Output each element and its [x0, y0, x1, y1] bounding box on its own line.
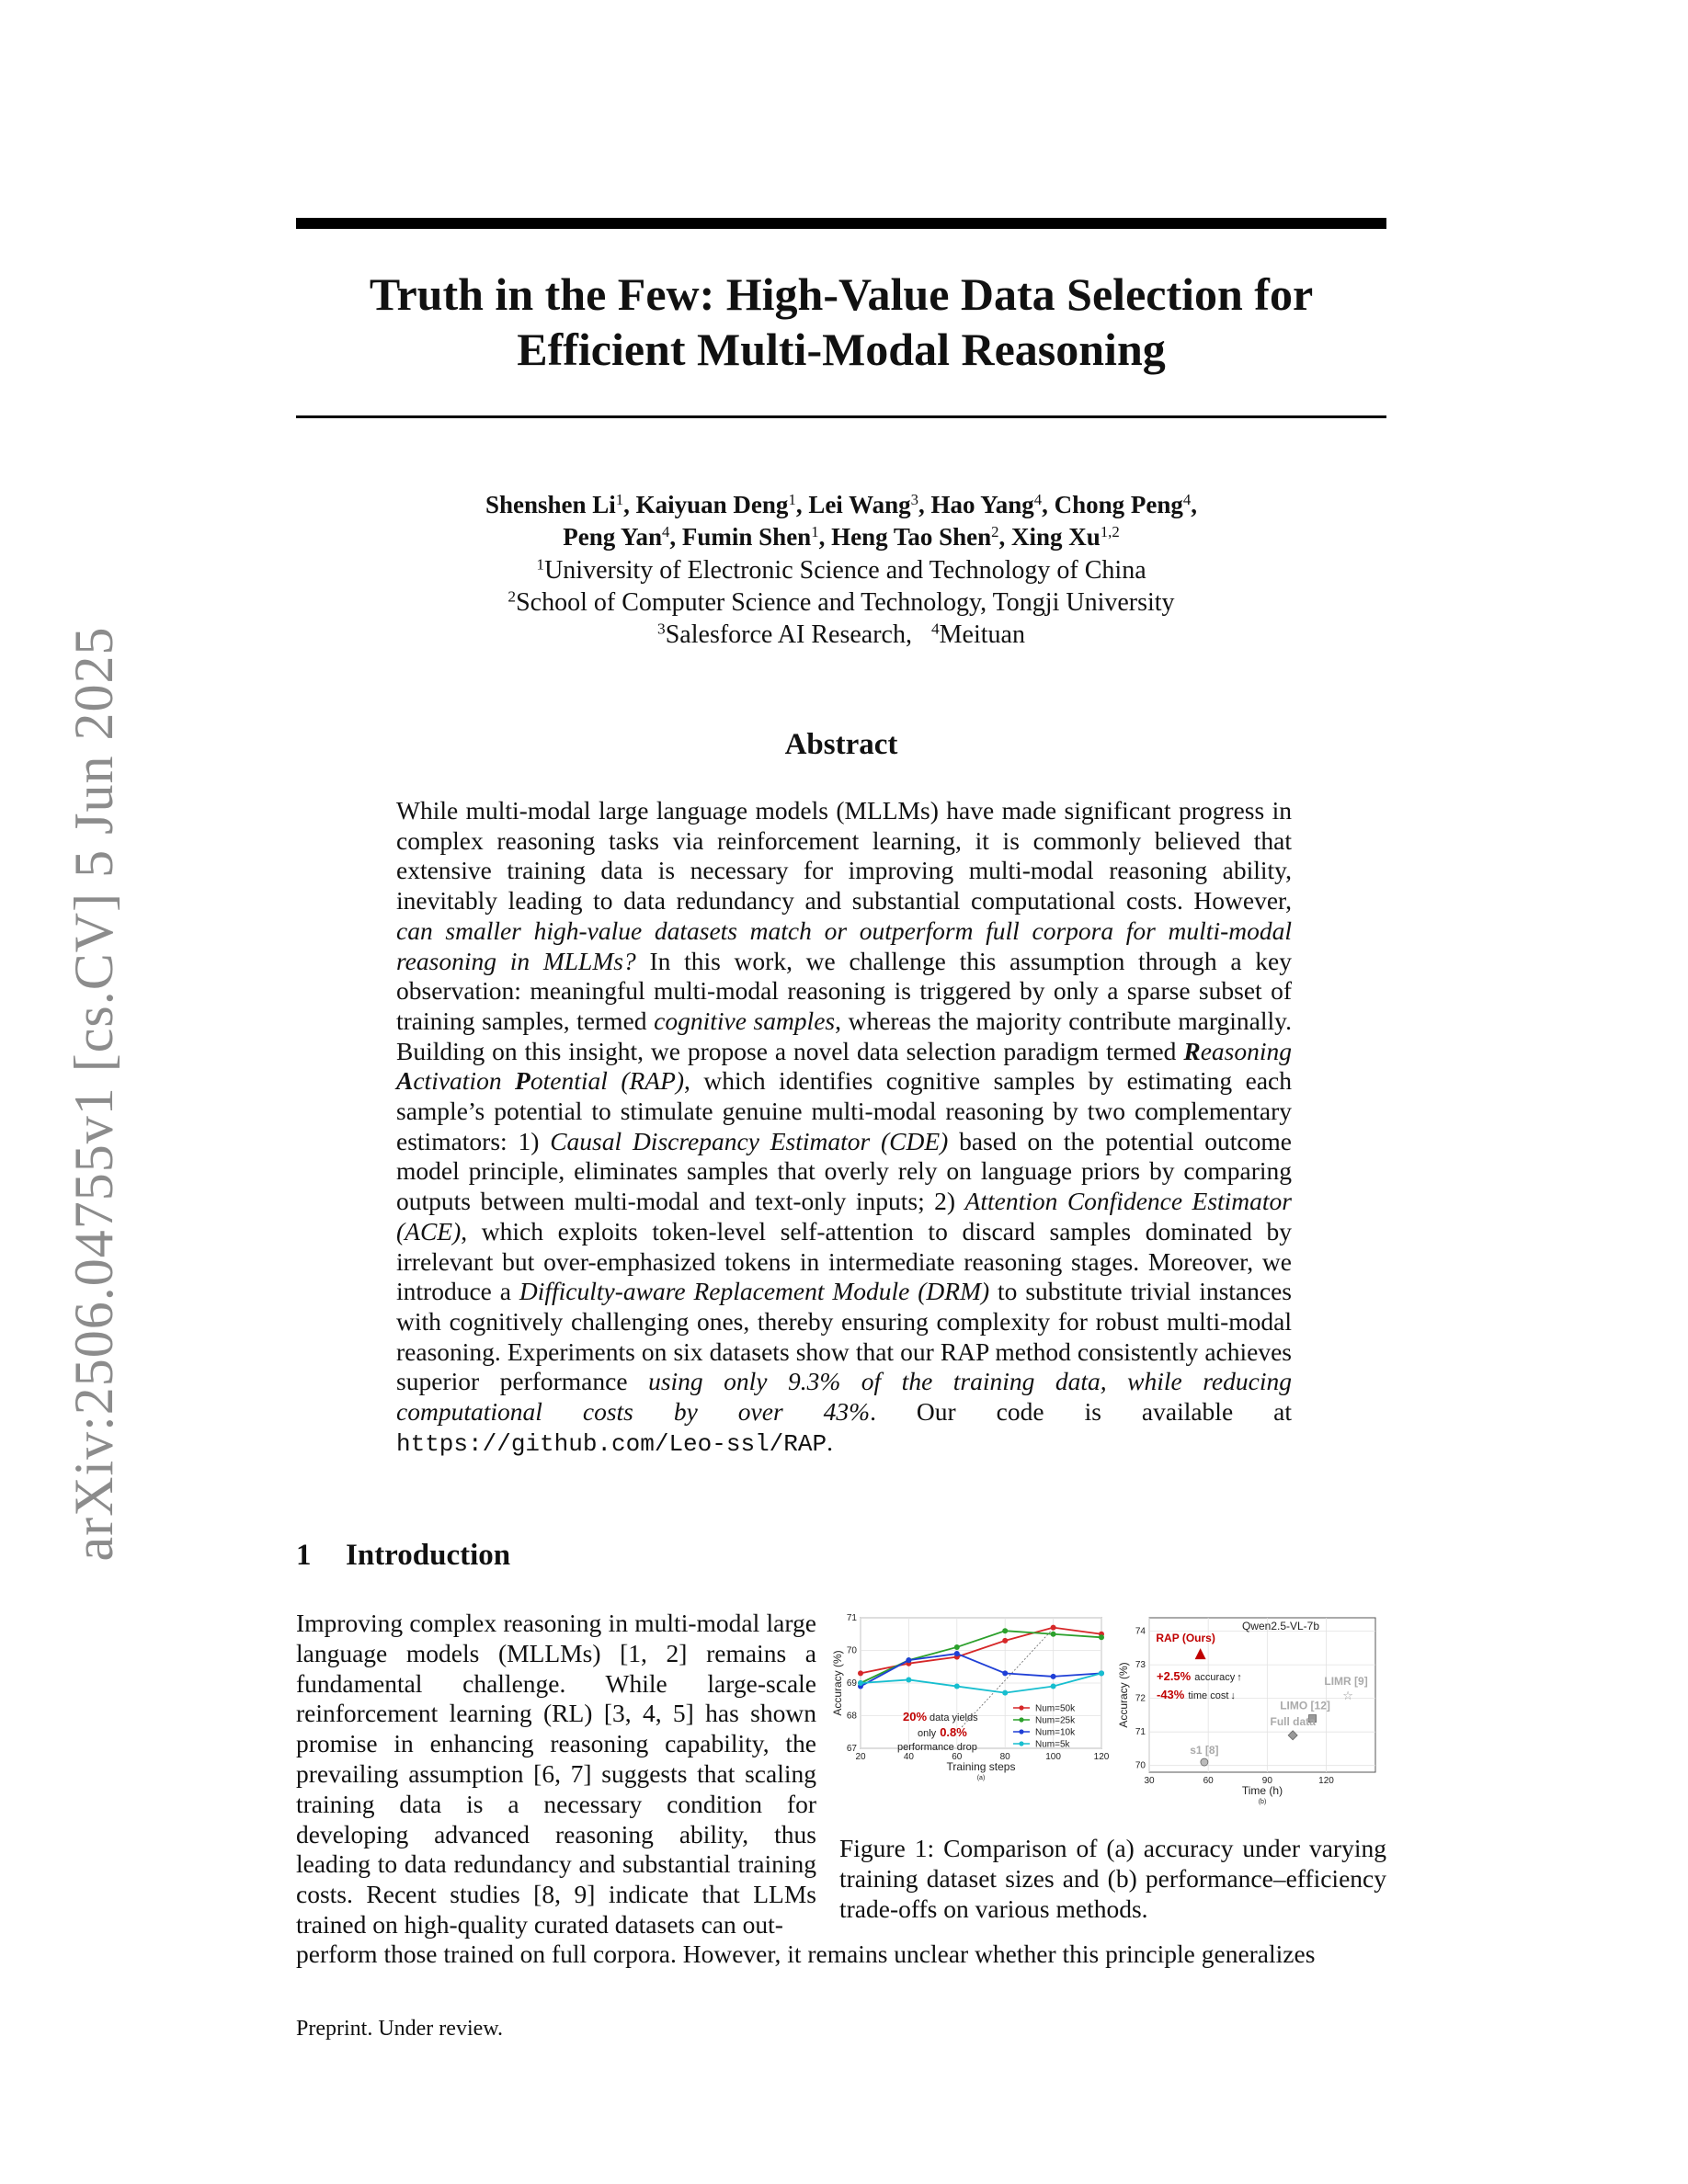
section-title: Introduction [346, 1539, 511, 1572]
author-affiliation-mark: 1 [615, 490, 624, 508]
author-line-2: Peng Yan$^4$, Fumin Shen$^1$, Heng Tao Shen$^2$, Xing Xu$^{1,2}$ [563, 522, 1120, 551]
rap-initial: R [1183, 1036, 1201, 1065]
x-tick-label: 120 [1318, 1776, 1334, 1786]
rap-initial: A [396, 1066, 414, 1096]
data-point [1051, 1625, 1056, 1631]
y-tick-label: 73 [1135, 1660, 1146, 1671]
author-name: Peng Yan [563, 523, 663, 551]
x-tick-label: 60 [1203, 1776, 1214, 1786]
affiliation-number: 3 [657, 620, 666, 638]
star-marker: ☆ [1342, 1689, 1353, 1702]
data-point [1002, 1670, 1008, 1676]
author-name: Fumin Shen [681, 523, 812, 551]
author-affiliation-mark: 3 [910, 490, 918, 508]
point-label: Full data [1270, 1714, 1316, 1728]
legend-label: Num=50k [1035, 1703, 1076, 1714]
abstract-text: While multi-modal large language models (MLLMs) have made significant progress in complex reasoning tasks via reinforcement learning, it is commonly believed that extensive training data is necessary for improving multi-modal reasoning ability, inevitably leading to data redundancy and substantial computational costs. However, [396, 796, 1292, 916]
figure-1 [833, 1610, 1392, 1831]
x-tick-label: 20 [855, 1752, 866, 1762]
abstract-text: , whereas the majority contribute marginally. Building on this insight, we propose a novel data selection paradigm termed [396, 1006, 1293, 1065]
up-arrow: ↑ [1237, 1672, 1242, 1683]
data-point [1002, 1638, 1008, 1644]
paper-title [296, 267, 1386, 377]
abstract-question: can smaller high-value datasets match or outperform full corpora for multi-modal reasoning in MLLMs? [396, 916, 1292, 975]
data-point [1002, 1690, 1008, 1696]
abstract-text: , which exploits token-level self-attention to discard samples dominated by irrelevant but over-emphasized tokens in intermediate reasoning stages. Moreover, we introduce a [396, 1216, 1292, 1306]
affiliation-number: 4 [930, 620, 940, 638]
data-point [954, 1651, 960, 1656]
author-name: Heng Tao Shen [831, 523, 992, 551]
point-label: RAP (Ours) [1156, 1632, 1215, 1645]
title-line-1: Truth in the Few: High-Value Data Selection for [369, 268, 1314, 320]
footer-note: Preprint. Under review. [296, 2017, 504, 2041]
gain-text: accuracy [1194, 1672, 1236, 1683]
ace-term: Attention Confidence Estimator (ACE) [396, 1187, 1293, 1246]
x-tick-label: 80 [999, 1752, 1010, 1762]
cost-annotation [1157, 1688, 1236, 1701]
data-point [858, 1680, 863, 1686]
y-tick-label: 67 [846, 1744, 857, 1754]
legend-swatch-marker [1019, 1741, 1023, 1746]
author-name: Hao Yang [930, 491, 1034, 518]
y-tick-label: 70 [846, 1645, 857, 1656]
figure-1-caption: Figure 1: Comparison of (a) accuracy under varying training dataset sizes and (b) performance–efficiency trade-offs on various methods. [839, 1834, 1386, 1923]
data-point [1002, 1628, 1008, 1633]
affiliation-name: School of Computer Science and Technology, Tongji University [516, 588, 1175, 617]
rap-word: ctivation [413, 1066, 516, 1096]
author-affiliation-mark: 1 [788, 490, 796, 508]
abstract-text: . [827, 1427, 833, 1456]
x-tick-label: 120 [1093, 1752, 1110, 1762]
legend-swatch-marker [1019, 1705, 1023, 1710]
affiliation-line [296, 586, 1386, 619]
y-tick-label: 74 [1135, 1626, 1146, 1637]
intro-paragraph: Improving complex reasoning in multi-modal large language models (MLLMs) [1, 2] remains a fundamental challenge. While large-scale reinforcement learning (RL) [3, 4, 5] has shown promise in enhancing reasoning capability, the prevailing assumption [6, 7] suggests that scaling training data is a necessary condition for developing advanced reasoning ability, thus leading to data redundancy and substantial training costs. Recent studies [8, 9] indicate that LLMs trained on high-quality curated datasets can out- [296, 1609, 816, 1939]
abstract-text: based on the potential outcome model principle, eliminates samples that overly rely on language priors by comparing outputs between multi-modal and text-only inputs; 2) [396, 1126, 1292, 1216]
point-label: s1 [8] [1190, 1744, 1219, 1757]
code-link[interactable]: https://github.com/Leo-ssl/RAP [396, 1429, 827, 1458]
author-name: Chong Peng [1054, 491, 1183, 518]
title-bottom-rule [296, 415, 1386, 418]
y-axis-label: Accuracy (%) [1117, 1662, 1130, 1728]
circle-marker [1201, 1758, 1208, 1766]
abstract-text: . Our code is available at [870, 1397, 1292, 1427]
legend-label: Num=10k [1035, 1727, 1076, 1738]
data-point [1051, 1674, 1056, 1679]
author-name: Shenshen Li [485, 491, 616, 518]
y-tick-label: 71 [846, 1613, 857, 1623]
abstract-text: In this work, we challenge this assumption through a key observation: meaningful multi-modal reasoning is triggered by only a sparse subset of training samples, termed [396, 946, 1292, 1035]
author-name: Lei Wang [808, 491, 911, 518]
abstract-text: , which identifies cognitive samples by estimating each sample’s potential to stimulate genuine multi-modal reasoning by two complementary estimators: 1) [396, 1066, 1292, 1155]
x-tick-label: 30 [1144, 1776, 1155, 1786]
legend-swatch-marker [1019, 1717, 1023, 1722]
arxiv-sidebar-id: arXiv:2506.04755v1 [cs.CV] 5 Jun 2025 [63, 626, 124, 1562]
affiliation-name: University of Electronic Science and Technology of China [544, 556, 1146, 585]
affiliation-name: Meituan [939, 620, 1025, 649]
data-point [1099, 1634, 1104, 1640]
annotation-line-1 [903, 1710, 978, 1723]
author-affiliation-mark: 4 [1033, 490, 1043, 508]
y-axis-label: Accuracy (%) [831, 1650, 844, 1716]
cost-percent: -43% [1157, 1688, 1185, 1701]
author-list [296, 489, 1386, 553]
annotation-percent: 20% [903, 1710, 928, 1723]
annotation-percent: 0.8% [940, 1725, 967, 1739]
author-affiliation-mark: 4 [1182, 490, 1192, 508]
figure-1b-scatter-chart [1117, 1618, 1375, 1805]
legend-label: Num=5k [1035, 1739, 1070, 1750]
affiliation-list [296, 554, 1386, 651]
down-arrow: ↓ [1230, 1690, 1236, 1701]
section-heading-introduction [296, 1537, 510, 1574]
author-name: Xing Xu [1011, 523, 1101, 551]
point-label: LIMO [12] [1280, 1699, 1330, 1712]
annotation-text: data yields [930, 1712, 978, 1723]
point-label: LIMR [9] [1324, 1675, 1368, 1688]
chart-title: Qwen2.5-VL-7b [1241, 1620, 1320, 1632]
data-point [1099, 1670, 1104, 1676]
rap-word: otential (RAP) [530, 1066, 685, 1096]
cost-text: time cost [1188, 1690, 1229, 1701]
author-affiliation-mark: 2 [991, 522, 999, 540]
x-tick-label: 90 [1261, 1776, 1272, 1786]
data-point [906, 1677, 911, 1682]
data-point [954, 1644, 960, 1650]
annotation-text: only [918, 1728, 937, 1739]
title-top-rule [296, 218, 1386, 229]
abstract-term: cognitive samples [654, 1006, 836, 1035]
drm-term: Difficulty-aware Replacement Module (DRM) [519, 1277, 990, 1306]
abstract-result: using only 9.3% of the training data, while reducing computational costs by over 43% [396, 1367, 1292, 1427]
intro-full-width-line: perform those trained on full corpora. However, it remains unclear whether this principle generalizes [296, 1939, 1316, 1968]
affiliation-number: 2 [508, 587, 517, 606]
affiliation-name: Salesforce AI Research, [665, 620, 912, 649]
data-point [858, 1670, 863, 1676]
panel-label: (b) [1258, 1799, 1267, 1805]
annotation-line-3: performance drop [897, 1742, 977, 1753]
affiliation-line [296, 554, 1386, 586]
y-tick-label: 69 [846, 1678, 857, 1689]
abstract-heading: Abstract [784, 728, 898, 761]
author-affiliation-mark: 1,2 [1100, 522, 1120, 540]
abstract-text: to substitute trivial instances with cognitively challenging ones, thereby ensuring complexity for robust multi-modal reasoning. Experiments on six datasets show that our RAP method consistently achieves superior performance [396, 1277, 1292, 1396]
figure-1a-line-chart [831, 1613, 1110, 1781]
data-point [954, 1684, 960, 1689]
data-point [1051, 1684, 1056, 1689]
x-axis-label: Time (h) [1241, 1784, 1283, 1797]
x-tick-label: 40 [903, 1752, 914, 1762]
author-affiliation-mark: 1 [811, 522, 819, 540]
author-affiliation-mark: 4 [662, 522, 670, 540]
data-point [906, 1657, 911, 1663]
affiliation-number: 1 [536, 555, 545, 574]
x-tick-label: 60 [952, 1752, 963, 1762]
affiliation-line [296, 619, 1386, 651]
gain-percent: +2.5% [1157, 1669, 1192, 1683]
x-tick-label: 100 [1045, 1752, 1061, 1762]
author-name: Kaiyuan Deng [635, 491, 789, 518]
panel-label: (a) [976, 1775, 986, 1781]
y-tick-label: 68 [846, 1711, 857, 1722]
section-number: 1 [296, 1539, 312, 1572]
y-tick-label: 71 [1135, 1727, 1146, 1738]
gain-annotation [1157, 1669, 1242, 1683]
author-line-1: Shenshen Li$^1$, Kaiyuan Deng$^1$, Lei Wang$^3$, Hao Yang$^4$, Chong Peng$^4$, [485, 490, 1198, 518]
rap-initial: P [515, 1066, 530, 1096]
legend-label: Num=25k [1035, 1715, 1076, 1726]
title-line-2: Efficient Multi-Modal Reasoning [517, 324, 1166, 375]
abstract-body [396, 796, 1292, 1459]
annotation-line-2 [918, 1725, 967, 1739]
x-axis-label: Training steps [946, 1760, 1016, 1773]
cde-term: Causal Discrepancy Estimator (CDE) [550, 1126, 949, 1155]
data-point [1051, 1632, 1056, 1637]
y-tick-label: 70 [1135, 1760, 1146, 1771]
legend-swatch-marker [1019, 1729, 1023, 1734]
y-tick-label: 72 [1135, 1693, 1146, 1704]
rap-word: easoning [1200, 1036, 1292, 1065]
